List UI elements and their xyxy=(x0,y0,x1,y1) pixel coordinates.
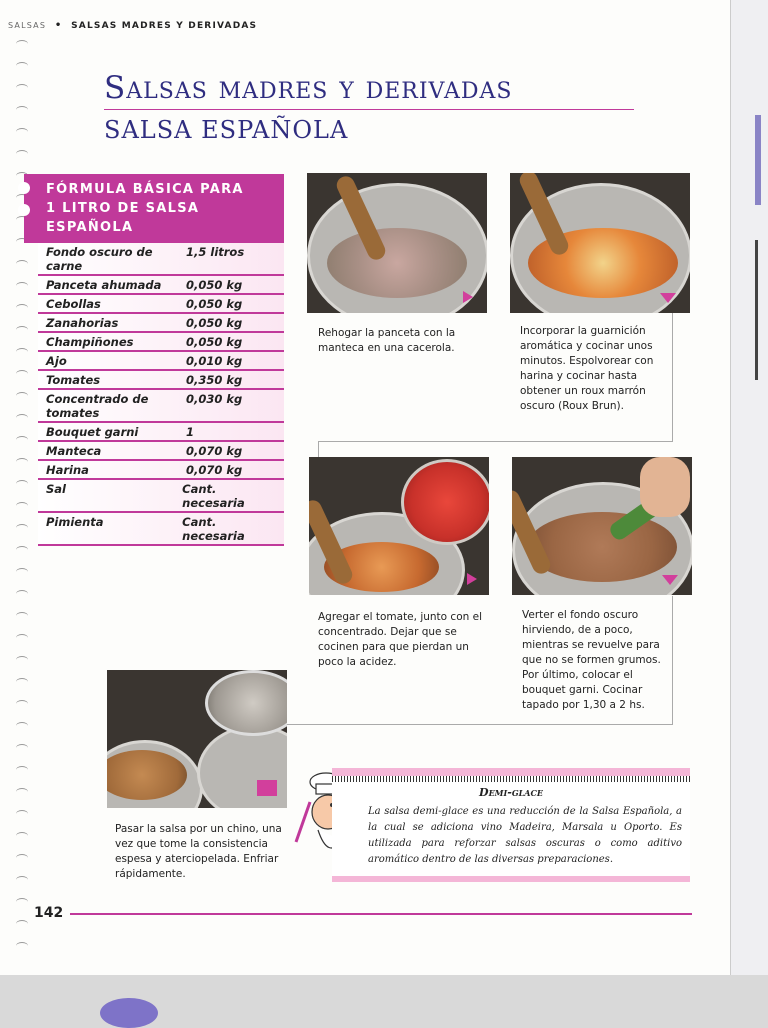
formula-ingredient: Harina xyxy=(46,463,89,477)
formula-rows xyxy=(24,243,284,546)
formula-ingredient: Fondo oscuro de carne xyxy=(46,245,153,273)
formula-ingredient: Sal xyxy=(46,482,66,496)
formula-row xyxy=(38,352,284,371)
page-subtitle: SALSA ESPAÑOLA xyxy=(104,116,349,144)
formula-quantity: 0,070 kg xyxy=(186,444,243,458)
formula-quantity: Cant. necesaria xyxy=(182,515,245,543)
formula-heading-line1: FÓRMULA BÁSICA PARA xyxy=(46,182,244,197)
step3-caption: Agregar el tomate, junto con el concentrado. Dejar que se cocinen para que pierdan un poco la acidez. xyxy=(318,611,482,668)
formula-quantity: 0,350 kg xyxy=(186,373,243,387)
formula-row xyxy=(38,390,284,423)
step3-photo xyxy=(309,457,489,595)
demi-glace-title: Demi-glace xyxy=(479,786,543,799)
formula-row xyxy=(38,314,284,333)
formula-row xyxy=(38,371,284,390)
formula-ingredient: Manteca xyxy=(46,444,102,458)
formula-quantity: 1,5 litros xyxy=(186,245,245,259)
formula-row xyxy=(38,461,284,480)
formula-quantity: 1 xyxy=(186,425,195,439)
formula-row xyxy=(38,513,284,546)
formula-ingredient: Bouquet garni xyxy=(46,425,139,439)
formula-heading-line2: 1 LITRO DE SALSA ESPAÑOLA xyxy=(46,201,200,235)
step4-photo xyxy=(512,457,692,595)
formula-row xyxy=(38,442,284,461)
step5-photo xyxy=(107,670,287,808)
facing-page-tab xyxy=(755,115,761,205)
running-head-chapter: SALSAS MADRES Y DERIVADAS xyxy=(71,21,258,31)
running-head xyxy=(8,20,257,31)
formula-ingredient: Ajo xyxy=(46,354,67,368)
formula-table xyxy=(24,174,284,546)
footer-rule xyxy=(70,913,692,915)
formula-ingredient: Champiñones xyxy=(46,335,134,349)
formula-row xyxy=(38,480,284,513)
formula-row xyxy=(38,243,284,276)
formula-quantity: 0,050 kg xyxy=(186,316,243,330)
step4-caption: Verter el fondo oscuro hirviendo, de a poco, mientras se revuelve para que no se formen grumos. Por último, colocar el bouquet garni. Cocinar tapado por 1,30 a 2 hs. xyxy=(522,609,661,711)
facing-page-edge xyxy=(730,0,768,975)
formula-quantity: 0,050 kg xyxy=(186,297,243,311)
demi-glace-text: La salsa demi-glace es una reducción de la Salsa Española, a la cual se adiciona vino Madeira, Marsala u Oporto. Es utilizada para reforzar salsas oscuras o como aditivo aromático dentro de las diversas preparaciones. xyxy=(368,806,682,865)
formula-quantity: Cant. necesaria xyxy=(182,482,245,510)
formula-ingredient: Panceta ahumada xyxy=(46,278,162,292)
formula-ingredient: Tomates xyxy=(46,373,101,387)
formula-ingredient: Zanahorias xyxy=(46,316,119,330)
formula-row xyxy=(38,423,284,442)
formula-quantity: 0,050 kg xyxy=(186,335,243,349)
facing-page-strip xyxy=(755,240,758,380)
page-number: 142 xyxy=(34,905,64,921)
formula-ingredient: Cebollas xyxy=(46,297,101,311)
running-head-separator: • xyxy=(54,20,63,31)
formula-row xyxy=(38,333,284,352)
step1-photo xyxy=(307,173,487,313)
step2-caption: Incorporar la guarnición aromática y cocinar unos minutos. Espolvorear con harina y cocinar hasta obtener un roux marrón oscuro (Roux Brun). xyxy=(520,325,654,412)
formula-row xyxy=(38,276,284,295)
formula-quantity: 0,010 kg xyxy=(186,354,243,368)
title-rule xyxy=(104,109,634,110)
step2-photo xyxy=(510,173,690,313)
formula-quantity: 0,050 kg xyxy=(186,278,243,292)
formula-quantity: 0,070 kg xyxy=(186,463,243,477)
running-head-section: SALSAS xyxy=(8,21,47,30)
formula-quantity: 0,030 kg xyxy=(186,392,243,406)
demi-glace-box xyxy=(332,768,690,882)
step5-caption: Pasar la salsa por un chino, una vez que tome la consistencia espesa y aterciopelada. Enfriar rápidamente. xyxy=(115,823,282,880)
formula-ingredient: Concentrado de tomates xyxy=(46,392,149,420)
page-title: Salsas madres y derivadas xyxy=(104,70,513,106)
formula-row xyxy=(38,295,284,314)
formula-ingredient: Pimienta xyxy=(46,515,104,529)
formula-heading xyxy=(24,174,284,243)
step1-caption: Rehogar la panceta con la manteca en una cacerola. xyxy=(318,327,456,354)
